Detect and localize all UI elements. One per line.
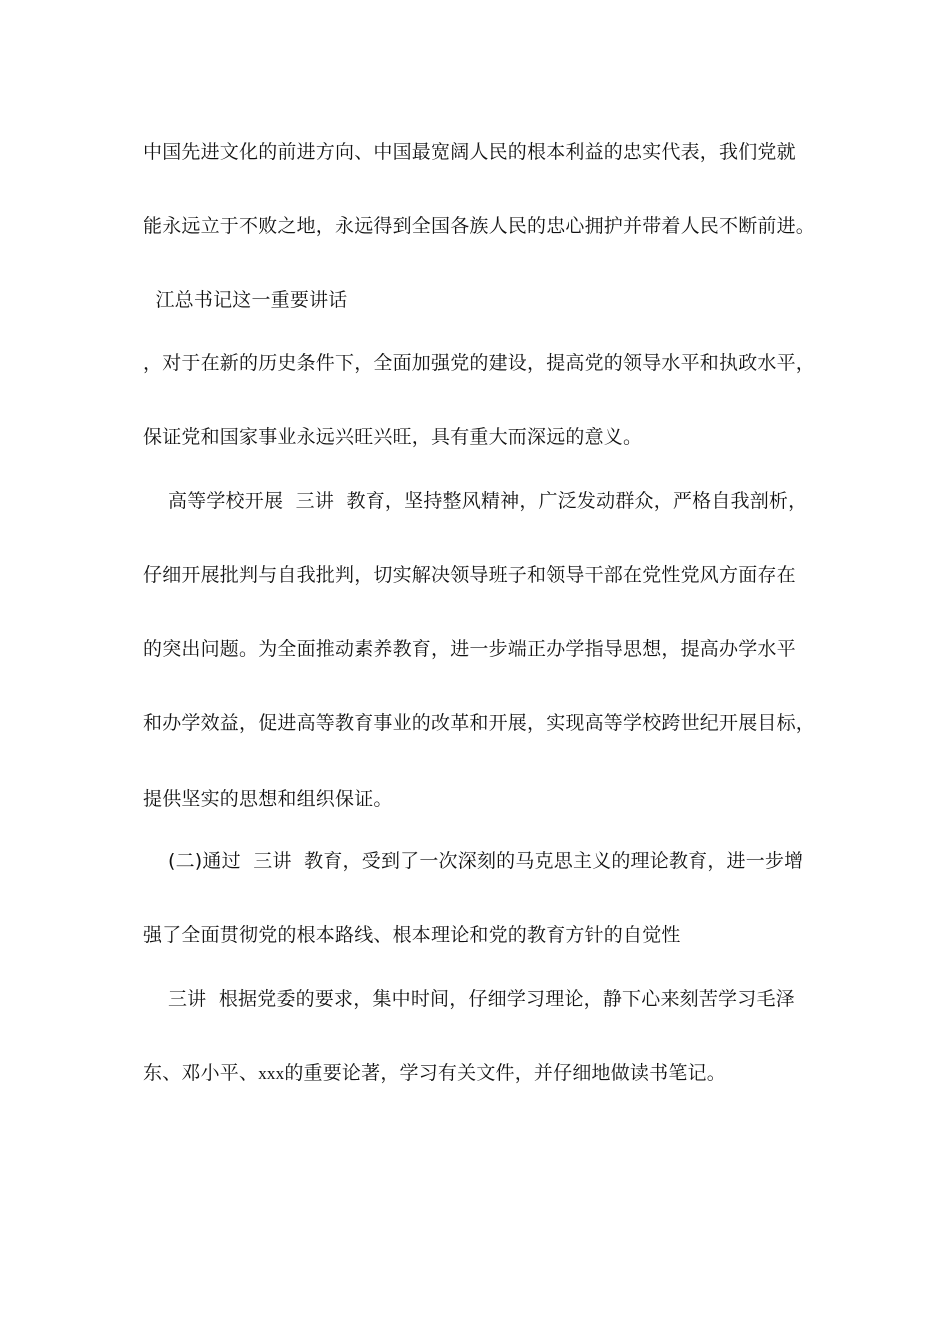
- paragraph-line-11: (二)通过 三讲 教育，受到了一次深刻的马克思主义的理论教育，进一步增: [143, 850, 804, 872]
- paragraph-line-9: 和办学效益，促进高等教育事业的改革和开展，实现高等学校跨世纪开展目标，: [143, 712, 816, 734]
- paragraph-line-4: ，对于在新的历史条件下，全面加强党的建设，提高党的领导水平和执政水平，: [143, 352, 816, 374]
- paragraph-line-7: 仔细开展批判与自我批判，切实解决领导班子和领导干部在党性党风方面存在: [143, 564, 796, 586]
- paragraph-line-13: 三讲 根据党委的要求，集中时间，仔细学习理论，静下心来刻苦学习毛泽: [143, 988, 795, 1010]
- paragraph-line-8: 的突出问题。为全面推动素养教育，进一步端正办学指导思想，提高办学水平: [143, 638, 796, 660]
- paragraph-line-14: [143, 1060, 726, 1087]
- line-14-text-end: 的重要论著，学习有关文件，并仔细地做读书笔记。: [284, 1062, 726, 1084]
- line-14-text-start: 东、邓小平、: [143, 1062, 259, 1084]
- paragraph-line-6: 高等学校开展 三讲 教育，坚持整风精神，广泛发动群众，严格自我剖析，: [143, 490, 808, 512]
- paragraph-line-5: 保证党和国家事业永远兴旺兴旺，具有重大而深远的意义。: [143, 426, 643, 448]
- paragraph-line-1: 中国先进文化的前进方向、中国最宽阔人民的根本利益的忠实代表，我们党就: [143, 141, 796, 163]
- paragraph-line-3: 江总书记这一重要讲话: [143, 289, 348, 311]
- paragraph-line-10: 提供坚实的思想和组织保证。: [143, 788, 393, 810]
- line-14-xxx: xxx: [258, 1064, 285, 1083]
- paragraph-line-12: 强了全面贯彻党的根本路线、根本理论和党的教育方针的自觉性: [143, 924, 681, 946]
- paragraph-line-2: 能永远立于不败之地，永远得到全国各族人民的忠心拥护并带着人民不断前进。: [143, 215, 816, 237]
